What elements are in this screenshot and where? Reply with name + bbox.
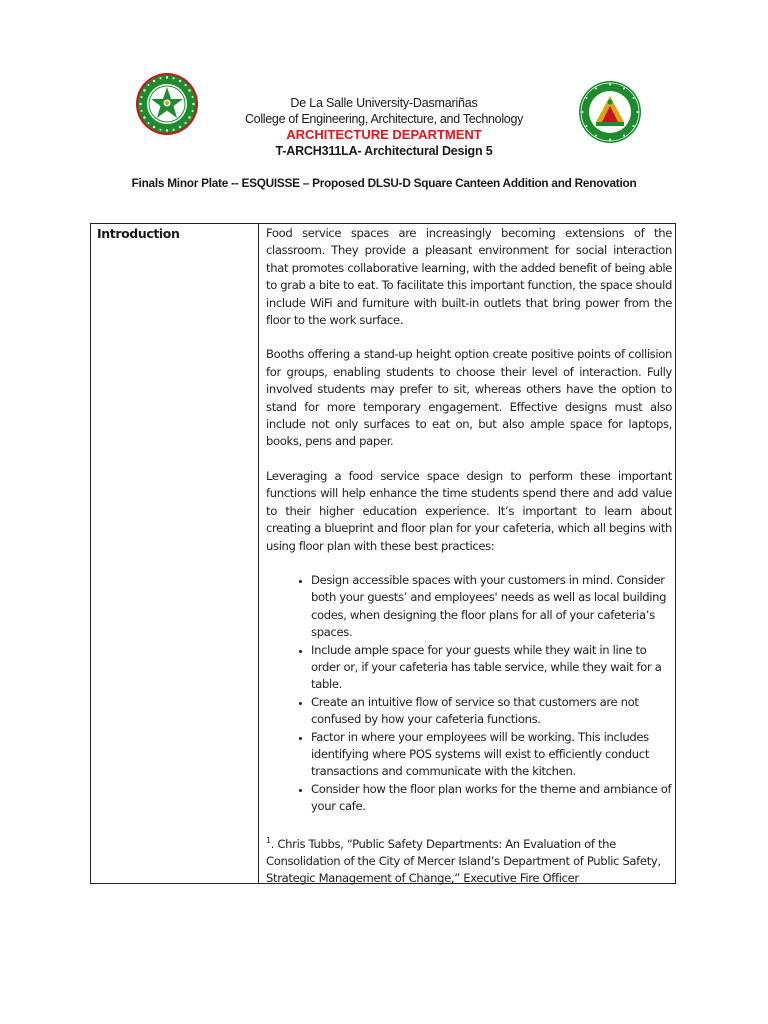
list-item: • Design accessible spaces with your customers in mind. Consider both your guests’ and employees' needs as well as local building codes, when designing the floor plans for all of your cafeteria’s spaces. (311, 572, 672, 642)
department-name: ARCHITECTURE DEPARTMENT (286, 127, 482, 142)
paragraph: Booths offering a stand-up height option create positive points of collision for groups, enabling students to choose their level of interaction. Fully involved students may prefer to sit, whereas others have the option to stand for more temporary engagement. Effective designs must also include not only surfaces to eat on, but also ample space for laptops, books, pens and paper. (266, 347, 672, 449)
row-label: Introduction (97, 226, 180, 241)
footnote (266, 832, 672, 888)
footnote-number: 1 (266, 835, 271, 845)
document-header (200, 95, 568, 159)
column-divider (258, 224, 259, 883)
paragraph: Food service spaces are increasingly becoming extensions of the classroom. They provide a pleasant environment for social interaction that promotes collaborative learning, with the added benefit of being able to grab a bite to eat. To facilitate this important function, the space should include WiFi and furniture with built-in outlets that bring power from the floor to the work surface. (266, 226, 672, 328)
university-seal-left-icon (135, 72, 199, 136)
plate-title: Finals Minor Plate -- ESQUISSE – Proposed DLSU-D Square Canteen Addition and Renovation (131, 176, 637, 190)
best-practices-list (266, 572, 672, 816)
university-name: De La Salle University-Dasmariñas (290, 96, 478, 110)
row-content (266, 225, 672, 905)
course-code: T-ARCH311LA- Architectural Design 5 (275, 144, 493, 158)
introduction-table (90, 223, 676, 884)
list-item: • Consider how the floor plan works for the theme and ambiance of your cafe. (311, 781, 672, 816)
list-item: • Factor in where your employees will be working. This includes identifying where POS systems will exist to efficiently conduct transactions and communicate with the kitchen. (311, 729, 672, 781)
paragraph: Leveraging a food service space design to perform these important functions will help enhance the time students spend there and add value to their higher education experience. It’s important to learn about creating a blueprint and floor plan for your cafeteria, which all begins with using floor plan with these best practices: (266, 468, 672, 553)
college-name: College of Engineering, Architecture, and Technology (244, 112, 524, 126)
college-seal-right-icon (578, 80, 642, 144)
list-item: • Include ample space for your guests while they wait in line to order or, if your cafeteria has table service, while they wait for a table. (311, 642, 672, 694)
footnote-text: . Chris Tubbs, “Public Safety Departments: An Evaluation of the Consolidation of the City of Mercer Island’s Department of Public Safety, Strategic Management of Change,” Executive Fire Officer (266, 836, 661, 886)
list-item: • Create an intuitive flow of service so that customers are not confused by how your cafeteria functions. (311, 694, 672, 729)
